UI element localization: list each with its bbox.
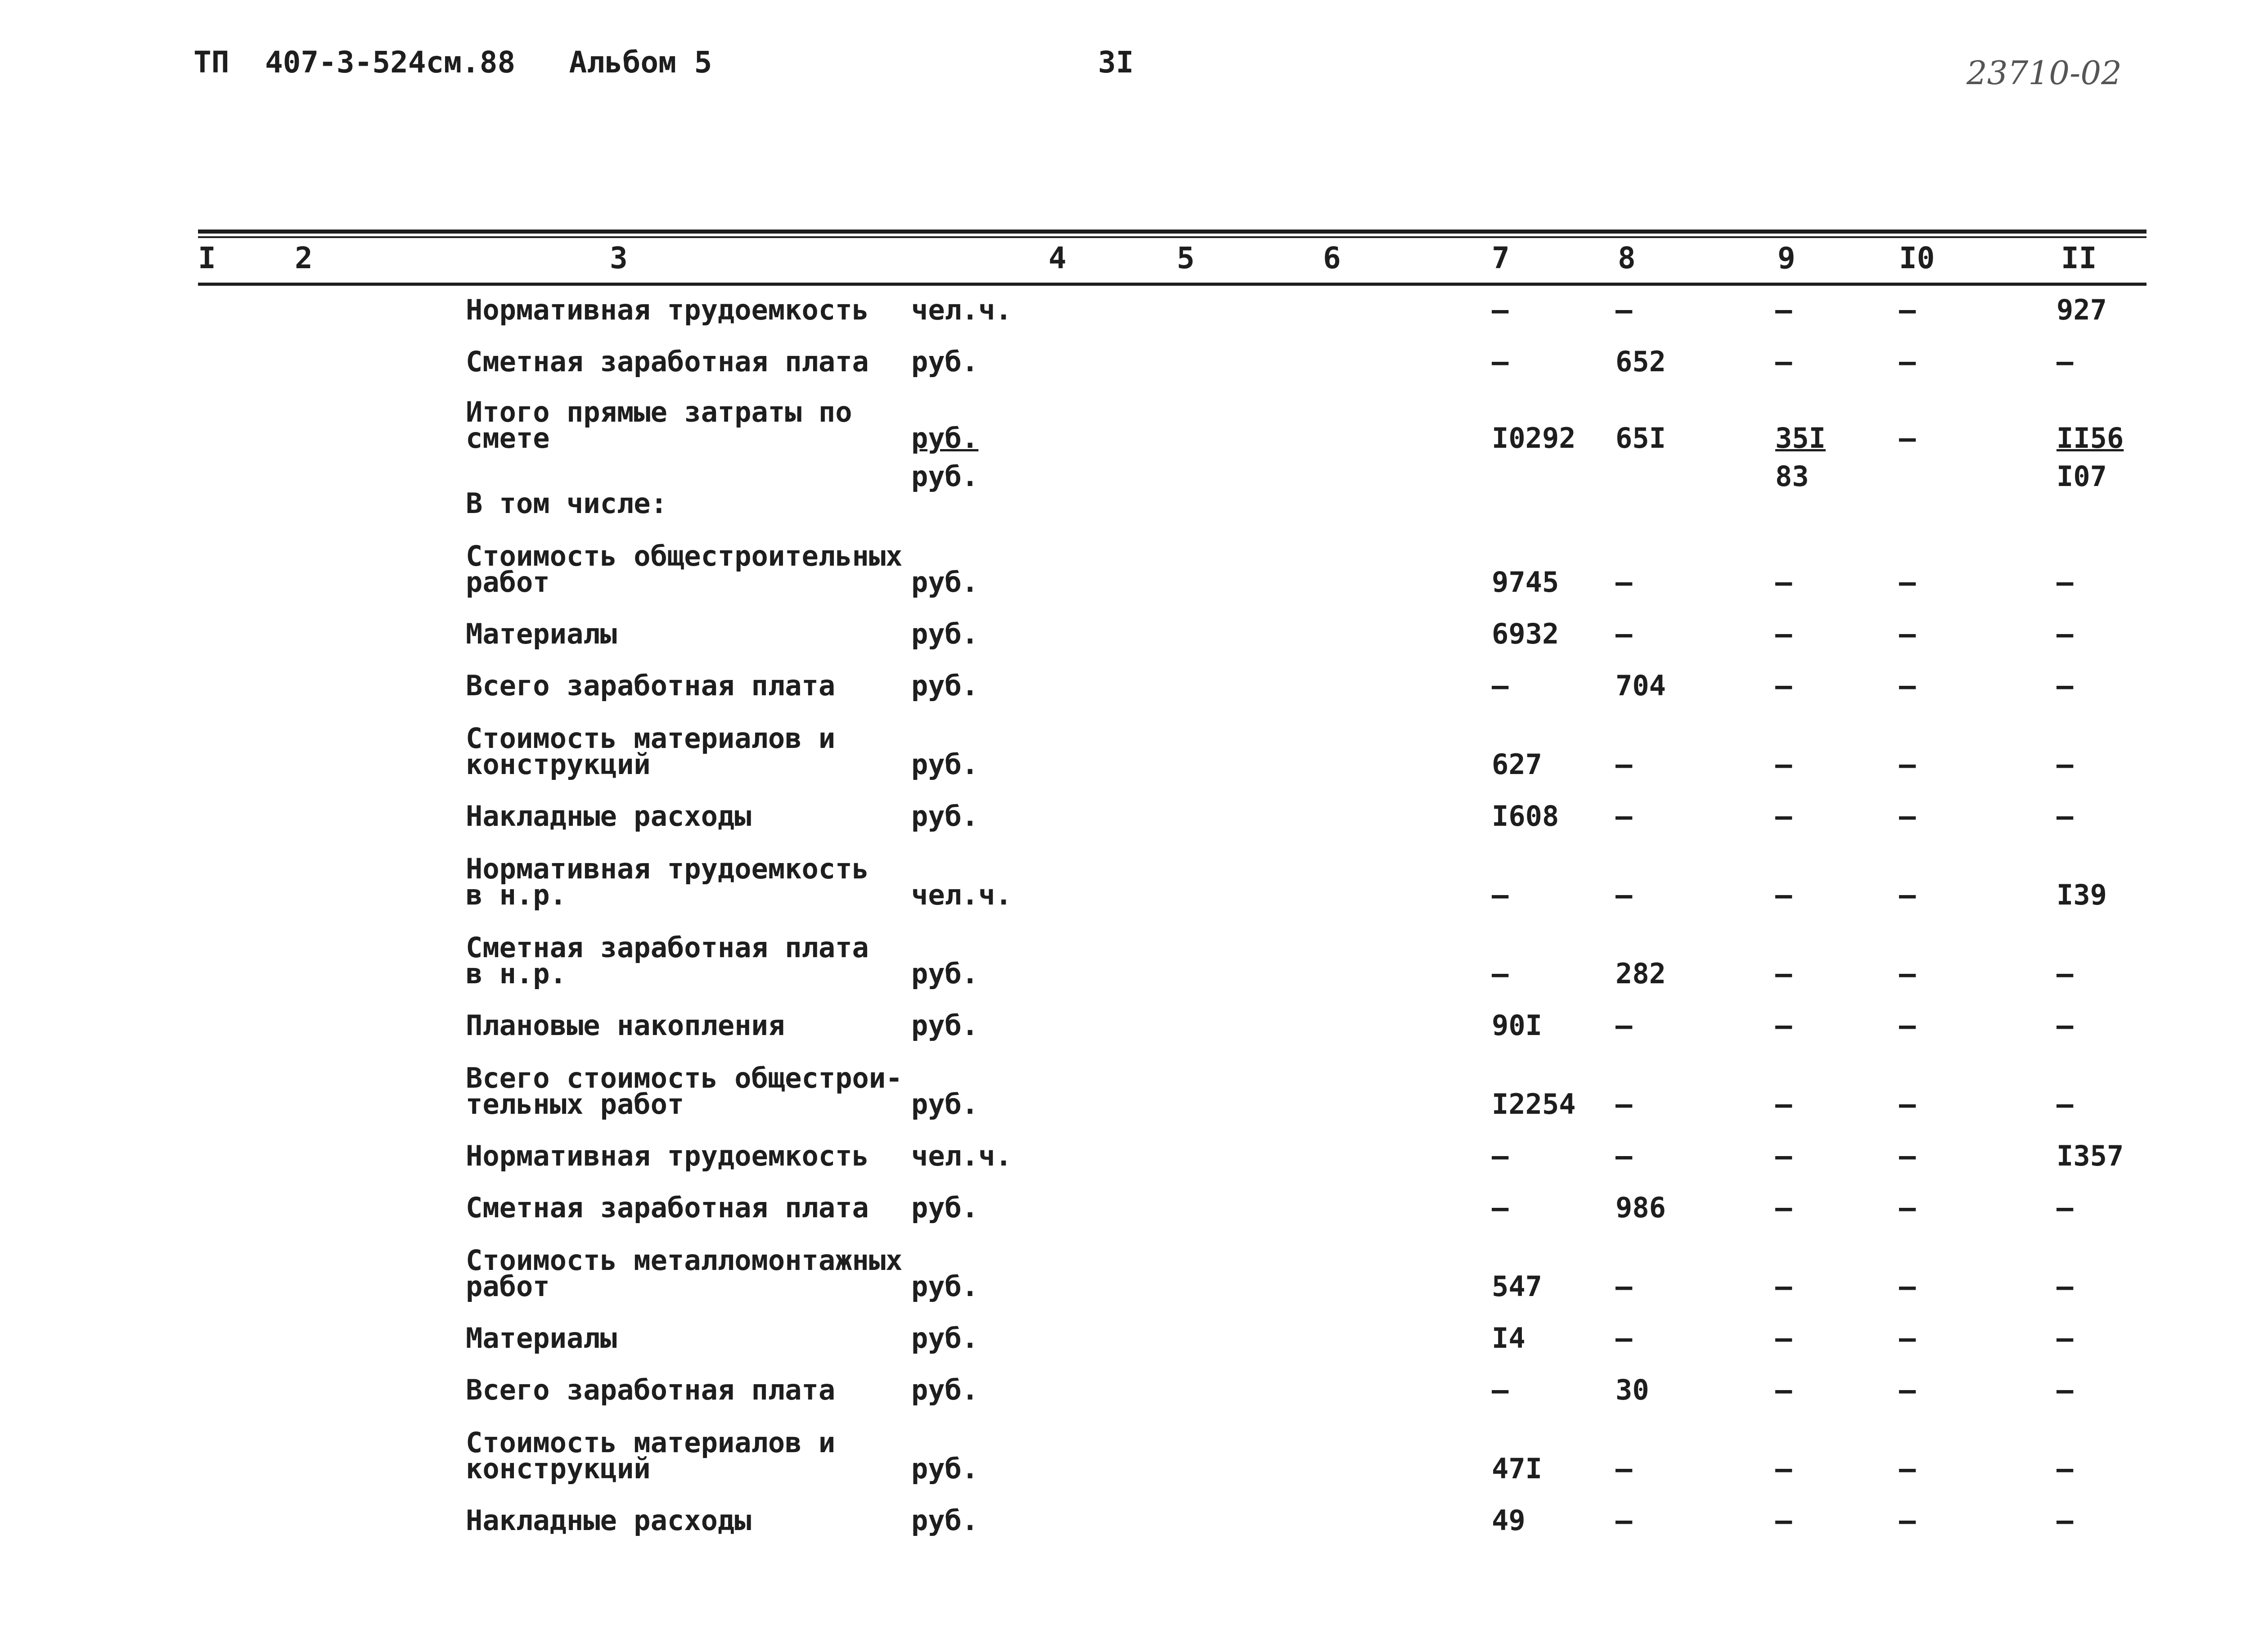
row-unit: руб. bbox=[911, 669, 979, 702]
row-value-c11: – bbox=[2056, 800, 2074, 833]
row-value-c7: 90I bbox=[1492, 1009, 1542, 1042]
row-label: Стоимость металломонтажных работ bbox=[466, 1244, 903, 1303]
column-number-6: 6 bbox=[1323, 241, 1341, 275]
row-value-c9: – bbox=[1775, 957, 1792, 990]
row-value-c9-secondary: 83 bbox=[1775, 460, 1809, 493]
row-unit: руб. bbox=[911, 1191, 979, 1224]
row-value-c8: – bbox=[1616, 1322, 1633, 1355]
row-value-c9: – bbox=[1775, 1452, 1792, 1485]
row-value-c10: – bbox=[1899, 878, 1916, 911]
row-label: Материалы bbox=[466, 1322, 617, 1355]
row-unit: руб. bbox=[911, 1088, 979, 1121]
row-value-c10: – bbox=[1899, 293, 1916, 326]
table-header-rule bbox=[198, 283, 2146, 286]
row-unit: руб. bbox=[911, 800, 979, 833]
row-value-c9: – bbox=[1775, 1373, 1792, 1406]
row-value-c7: – bbox=[1492, 293, 1509, 326]
row-value-c11: – bbox=[2056, 1322, 2074, 1355]
row-value-c10: – bbox=[1899, 957, 1916, 990]
row-value-c8: 652 bbox=[1616, 345, 1666, 378]
row-value-c8: – bbox=[1616, 617, 1633, 650]
row-value-c10: – bbox=[1899, 1452, 1916, 1485]
row-value-c11-secondary: I07 bbox=[2056, 460, 2107, 493]
row-value-c7: I2254 bbox=[1492, 1088, 1576, 1121]
row-value-c8: 30 bbox=[1616, 1373, 1649, 1406]
row-label: Всего стоимость общестрои- тельных работ bbox=[466, 1062, 903, 1121]
row-value-c9: – bbox=[1775, 1322, 1792, 1355]
row-value-c11: II56 bbox=[2056, 422, 2124, 455]
row-value-c7: I608 bbox=[1492, 800, 1559, 833]
row-label: Накладные расходы bbox=[466, 800, 752, 833]
column-number-7: 7 bbox=[1492, 241, 1510, 275]
row-label: Всего заработная плата bbox=[466, 1373, 836, 1406]
column-number-2: 2 bbox=[295, 241, 313, 275]
row-value-c9: – bbox=[1775, 1088, 1792, 1121]
row-value-c11: – bbox=[2056, 669, 2074, 702]
row-value-c8: – bbox=[1616, 1270, 1633, 1303]
row-unit: руб. bbox=[911, 1452, 979, 1485]
row-label: Накладные расходы bbox=[466, 1504, 752, 1537]
row-value-c8: – bbox=[1616, 566, 1633, 599]
row-value-c8: – bbox=[1616, 1452, 1633, 1485]
row-label: Нормативная трудоемкость в н.р. bbox=[466, 852, 869, 911]
row-value-c10: – bbox=[1899, 1009, 1916, 1042]
row-value-c9: – bbox=[1775, 1139, 1792, 1172]
document-code: ТП 407-3-524см.88 Альбом 5 bbox=[194, 45, 712, 80]
page-number: 3I bbox=[1098, 45, 1134, 80]
row-value-c10: – bbox=[1899, 1191, 1916, 1224]
row-value-c10: – bbox=[1899, 1139, 1916, 1172]
row-value-c9: – bbox=[1775, 345, 1792, 378]
row-value-c11: – bbox=[2056, 1373, 2074, 1406]
row-value-c8: 282 bbox=[1616, 957, 1666, 990]
row-unit: руб. bbox=[911, 422, 979, 455]
row-value-c11: – bbox=[2056, 1088, 2074, 1121]
row-value-c7: 6932 bbox=[1492, 617, 1559, 650]
row-value-c11: – bbox=[2056, 345, 2074, 378]
row-value-c11: – bbox=[2056, 566, 2074, 599]
row-value-c8: – bbox=[1616, 800, 1633, 833]
row-value-c9: – bbox=[1775, 878, 1792, 911]
row-value-c10: – bbox=[1899, 748, 1916, 781]
row-unit: чел.ч. bbox=[911, 293, 1012, 326]
row-value-c11: I357 bbox=[2056, 1139, 2124, 1172]
row-value-c7: 47I bbox=[1492, 1452, 1542, 1485]
row-value-c9: – bbox=[1775, 617, 1792, 650]
row-value-c11: – bbox=[2056, 1270, 2074, 1303]
row-value-c9: – bbox=[1775, 293, 1792, 326]
row-value-c10: – bbox=[1899, 617, 1916, 650]
row-value-c11: I39 bbox=[2056, 878, 2107, 911]
row-value-c8: – bbox=[1616, 878, 1633, 911]
row-value-c10: – bbox=[1899, 1504, 1916, 1537]
row-label: Материалы bbox=[466, 617, 617, 650]
row-unit: руб. bbox=[911, 957, 979, 990]
row-unit: руб. bbox=[911, 566, 979, 599]
row-label: Нормативная трудоемкость bbox=[466, 1139, 869, 1172]
row-value-c8: – bbox=[1616, 1088, 1633, 1121]
row-value-c8: 65I bbox=[1616, 422, 1666, 455]
row-label: В том числе: bbox=[466, 487, 667, 520]
row-value-c10: – bbox=[1899, 345, 1916, 378]
row-value-c10: – bbox=[1899, 1270, 1916, 1303]
row-value-c8: – bbox=[1616, 1504, 1633, 1537]
row-label: Итого прямые затраты по смете bbox=[466, 396, 852, 455]
column-number-3: 3 bbox=[610, 241, 628, 275]
row-value-c7: – bbox=[1492, 1373, 1509, 1406]
row-value-c8: – bbox=[1616, 1139, 1633, 1172]
row-value-c11: – bbox=[2056, 1452, 2074, 1485]
row-unit: руб. bbox=[911, 748, 979, 781]
row-value-c11: – bbox=[2056, 1009, 2074, 1042]
column-number-8: 8 bbox=[1618, 241, 1636, 275]
column-number-11: II bbox=[2061, 241, 2097, 275]
row-unit: чел.ч. bbox=[911, 878, 1012, 911]
row-value-c9: – bbox=[1775, 748, 1792, 781]
column-number-10: I0 bbox=[1899, 241, 1935, 275]
row-value-c11: – bbox=[2056, 957, 2074, 990]
row-value-c7: 9745 bbox=[1492, 566, 1559, 599]
row-value-c10: – bbox=[1899, 800, 1916, 833]
row-value-c11: – bbox=[2056, 1504, 2074, 1537]
row-unit: руб. bbox=[911, 1373, 979, 1406]
row-value-c10: – bbox=[1899, 1088, 1916, 1121]
row-unit: руб. bbox=[911, 1270, 979, 1303]
row-label: Всего заработная плата bbox=[466, 669, 836, 702]
row-value-c8: 704 bbox=[1616, 669, 1666, 702]
row-value-c8: 986 bbox=[1616, 1191, 1666, 1224]
row-value-c7: 627 bbox=[1492, 748, 1542, 781]
row-value-c7: – bbox=[1492, 345, 1509, 378]
row-label: Стоимость общестроительных работ bbox=[466, 540, 903, 599]
row-value-c7: 547 bbox=[1492, 1270, 1542, 1303]
row-value-c7: – bbox=[1492, 957, 1509, 990]
row-value-c9: – bbox=[1775, 1504, 1792, 1537]
row-value-c10: – bbox=[1899, 566, 1916, 599]
row-value-c9: 35I bbox=[1775, 422, 1826, 455]
row-value-c11: – bbox=[2056, 1191, 2074, 1224]
row-value-c11: – bbox=[2056, 617, 2074, 650]
row-unit-secondary: руб. bbox=[911, 460, 979, 493]
column-number-4: 4 bbox=[1048, 241, 1066, 275]
row-value-c10: – bbox=[1899, 422, 1916, 455]
row-value-c8: – bbox=[1616, 748, 1633, 781]
row-value-c10: – bbox=[1899, 1373, 1916, 1406]
row-unit: руб. bbox=[911, 1009, 979, 1042]
row-label: Сметная заработная плата в н.р. bbox=[466, 931, 869, 990]
row-value-c9: – bbox=[1775, 669, 1792, 702]
row-value-c7: I4 bbox=[1492, 1322, 1526, 1355]
row-unit: руб. bbox=[911, 1322, 979, 1355]
row-unit: руб. bbox=[911, 345, 979, 378]
row-label: Сметная заработная плата bbox=[466, 1191, 869, 1224]
row-label: Нормативная трудоемкость bbox=[466, 293, 869, 326]
row-value-c7: 49 bbox=[1492, 1504, 1526, 1537]
column-number-1: I bbox=[198, 241, 216, 275]
row-value-c11: 927 bbox=[2056, 293, 2107, 326]
row-value-c7: – bbox=[1492, 669, 1509, 702]
row-value-c9: – bbox=[1775, 1191, 1792, 1224]
table-top-rule bbox=[198, 230, 2146, 234]
row-value-c7: – bbox=[1492, 878, 1509, 911]
column-number-5: 5 bbox=[1177, 241, 1195, 275]
row-value-c9: – bbox=[1775, 1009, 1792, 1042]
row-unit: руб. bbox=[911, 617, 979, 650]
row-label: Стоимость материалов и конструкций bbox=[466, 722, 836, 781]
row-value-c8: – bbox=[1616, 1009, 1633, 1042]
row-value-c7: – bbox=[1492, 1191, 1509, 1224]
row-value-c7: I0292 bbox=[1492, 422, 1576, 455]
column-number-9: 9 bbox=[1778, 241, 1796, 275]
row-value-c9: – bbox=[1775, 566, 1792, 599]
row-unit: руб. bbox=[911, 1504, 979, 1537]
row-unit: чел.ч. bbox=[911, 1139, 1012, 1172]
row-value-c11: – bbox=[2056, 748, 2074, 781]
row-label: Стоимость материалов и конструкций bbox=[466, 1426, 836, 1485]
row-value-c7: – bbox=[1492, 1139, 1509, 1172]
table-top-rule-thin bbox=[198, 236, 2146, 238]
row-value-c8: – bbox=[1616, 293, 1633, 326]
row-value-c9: – bbox=[1775, 1270, 1792, 1303]
row-value-c10: – bbox=[1899, 1322, 1916, 1355]
handwritten-stamp: 23710-02 bbox=[1966, 54, 2122, 92]
row-label: Сметная заработная плата bbox=[466, 345, 869, 378]
row-value-c10: – bbox=[1899, 669, 1916, 702]
row-value-c9: – bbox=[1775, 800, 1792, 833]
row-label: Плановые накопления bbox=[466, 1009, 785, 1042]
